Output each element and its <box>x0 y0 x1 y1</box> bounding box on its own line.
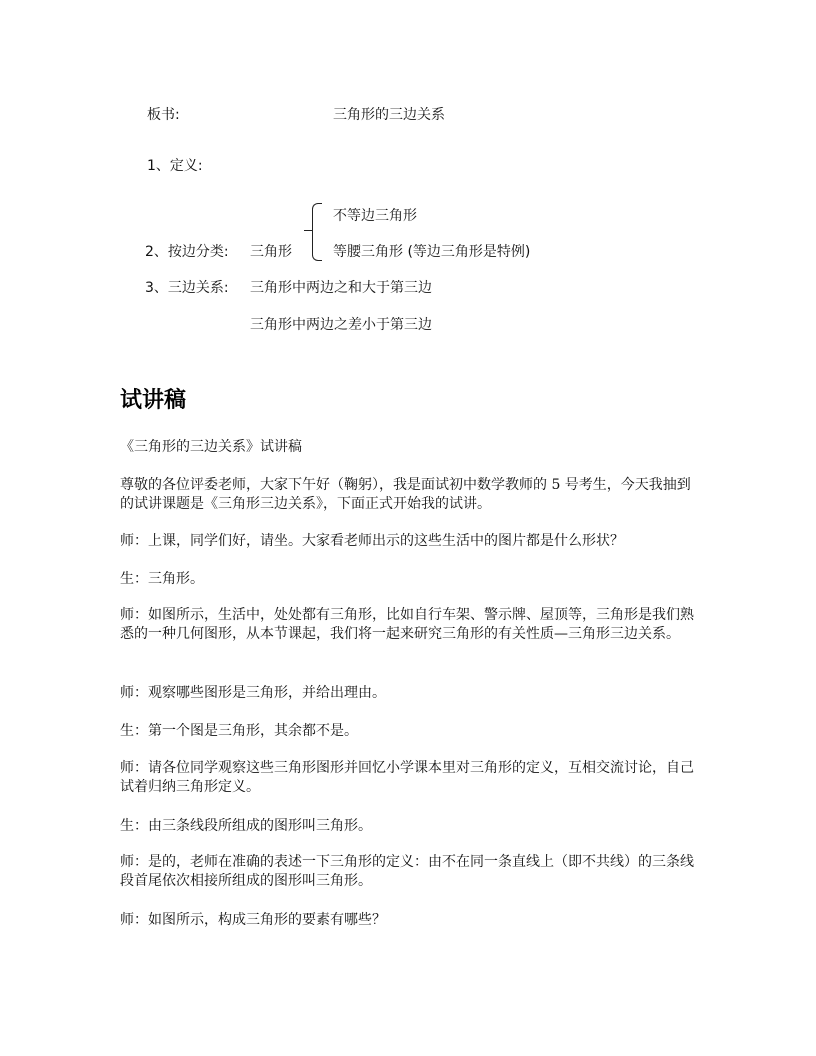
script-paragraph-10: 师：如图所示，构成三角形的要素有哪些？ <box>120 912 386 928</box>
script-paragraph-4: 师：如图所示，生活中，处处都有三角形，比如自行车架、警示牌、屋顶等，三角形是我们熟悉的一种几何图形，从本节课起，我们将一起来研究三角形的有关性质—三角形三边关系。 <box>120 607 694 642</box>
script-paragraph-3: 生：三角形。 <box>120 571 204 587</box>
board-rule-sum: 三角形中两边之和大于第三边 <box>250 280 432 296</box>
board-branch-isosceles: 等腰三角形 (等边三角形是特例) <box>333 244 531 260</box>
script-subtitle: 《三角形的三边关系》试讲稿 <box>120 439 302 455</box>
script-paragraph-6: 生：第一个图是三角形，其余都不是。 <box>120 723 358 739</box>
board-rule-difference: 三角形中两边之差小于第三边 <box>250 317 432 333</box>
script-paragraph-2: 师：上课，同学们好，请坐。大家看老师出示的这些生活中的图片都是什么形状？ <box>120 533 624 549</box>
script-paragraph-1: 尊敬的各位评委老师，大家下午好（鞠躬），我是面试初中数学教师的 5 号考生，今天我抽到的试讲课题是《三角形三边关系》，下面正式开始我的试讲。 <box>120 477 691 512</box>
script-paragraph-8: 生：由三条线段所组成的图形叫三角形。 <box>120 818 372 834</box>
board-classification-subject: 三角形 <box>250 244 292 260</box>
script-paragraph-5: 师：观察哪些图形是三角形，并给出理由。 <box>120 685 386 701</box>
script-paragraph-9: 师：是的，老师在准确的表述一下三角形的定义：由不在同一条直线上（即不共线）的三条线段首尾依次相接所组成的图形叫三角形。 <box>120 854 694 889</box>
board-item-definition: 1、定义: <box>147 158 203 174</box>
script-heading: 试讲稿 <box>120 388 187 413</box>
board-title: 三角形的三边关系 <box>333 107 445 123</box>
classification-brace-tip <box>304 230 312 231</box>
board-item-side-relation: 3、三边关系: <box>145 280 229 296</box>
board-item-classification: 2、按边分类: <box>145 244 229 260</box>
classification-brace <box>312 203 322 261</box>
board-label: 板书: <box>147 107 180 123</box>
script-paragraph-7: 师：请各位同学观察这些三角形图形并回忆小学课本里对三角形的定义，互相交流讨论，自己试着归纳三角形定义。 <box>120 760 694 795</box>
board-branch-scalene: 不等边三角形 <box>333 208 417 224</box>
